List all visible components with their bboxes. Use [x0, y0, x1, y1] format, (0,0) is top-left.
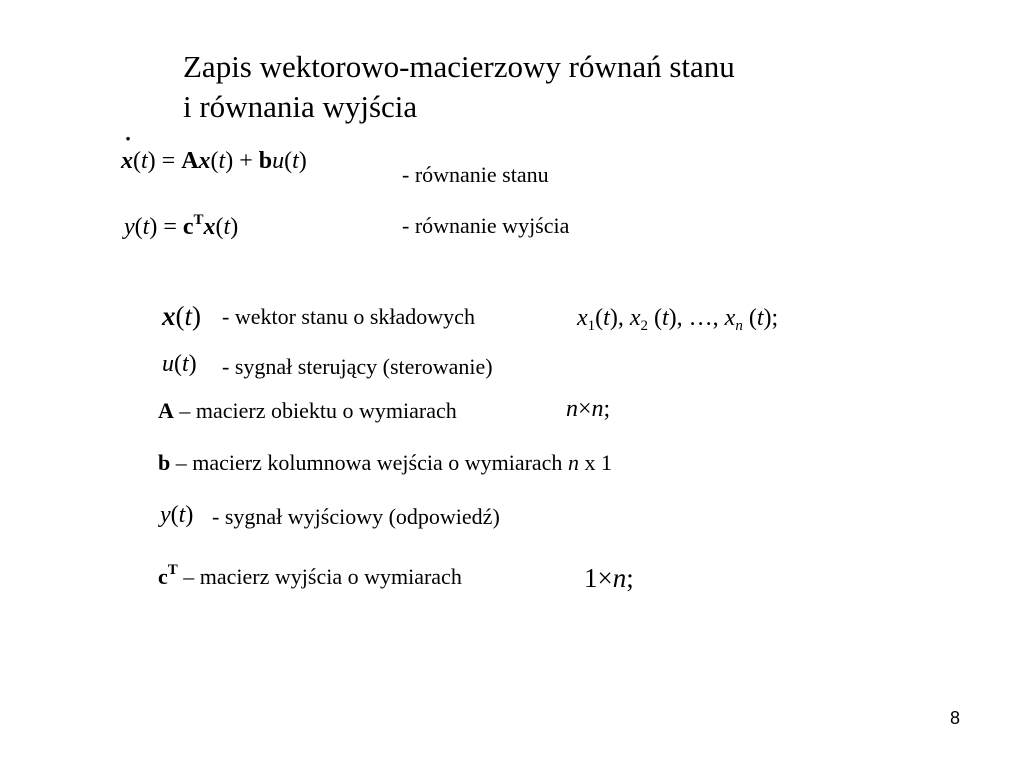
matrix-c-transpose: T: [167, 562, 178, 578]
matrix-b-tail: x 1: [578, 450, 612, 475]
matrix-b-definition: [158, 450, 612, 476]
matrix-b-n: n: [567, 450, 579, 475]
title-line-1: Zapis wektorowo-macierzowy równań stanu: [183, 49, 735, 84]
matrix-b-text: – macierz kolumnowa wejścia o wymiarach: [170, 450, 568, 475]
state-vector-text: - wektor stanu o składowych: [222, 304, 475, 329]
matrix-a-definition: [158, 398, 457, 424]
control-signal-symbol: u(t): [162, 351, 197, 377]
matrix-a-symbol: A: [158, 398, 174, 423]
page-number: 8: [950, 708, 961, 728]
state-equation: ˙ x(t) = Ax(t) + bu(t): [121, 148, 307, 175]
matrix-c-dimensions: 1×n;: [584, 563, 634, 593]
state-equation-label: - równanie stanu: [402, 162, 549, 187]
state-vector-symbol: x(t): [162, 301, 202, 331]
output-signal-text: - sygnał wyjściowy (odpowiedź): [212, 504, 500, 529]
matrix-c-symbol: c: [158, 564, 168, 589]
matrix-c-definition: [158, 562, 462, 590]
output-signal-symbol: y(t): [160, 502, 194, 528]
matrix-a-text: – macierz obiektu o wymiarach: [173, 398, 457, 423]
title-line-2: i równania wyjścia: [183, 89, 418, 124]
matrix-c-text: – macierz wyjścia o wymiarach: [177, 564, 462, 589]
output-equation: $y(t) = c^Tx(t)$: [124, 212, 239, 240]
slide-title: [183, 47, 735, 127]
control-signal-text: - sygnał sterujący (sterowanie): [222, 354, 493, 379]
matrix-b-symbol: b: [158, 450, 171, 475]
output-equation-label: - równanie wyjścia: [402, 213, 570, 238]
matrix-a-dimensions: n×n;: [566, 396, 611, 422]
state-components: $x_1(t)$, $x_2$ (t), …, $x_n$ (t);: [577, 305, 779, 334]
